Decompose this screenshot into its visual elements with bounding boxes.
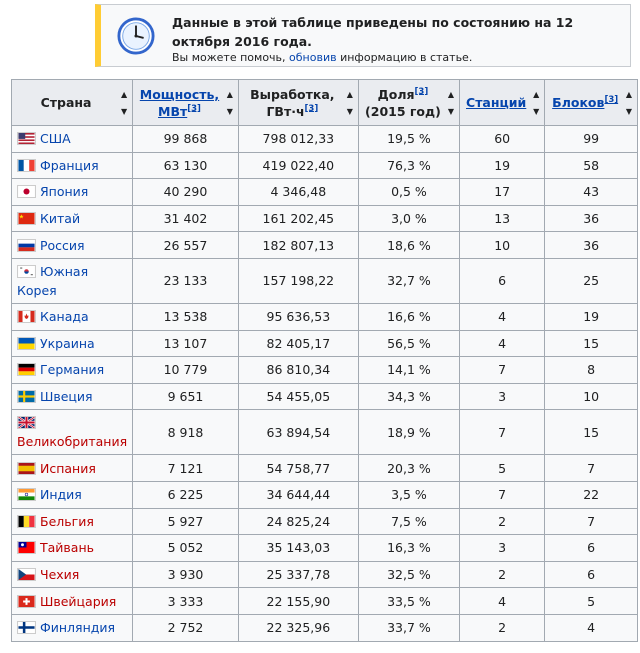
- sort-icon[interactable]: ▲ ▼: [625, 89, 632, 116]
- country-cell: [12, 152, 133, 179]
- table-row: [12, 258, 638, 303]
- stations-cell: 7: [460, 481, 545, 508]
- capacity-cell: 13 107: [133, 330, 239, 357]
- units-cell: 7: [545, 455, 638, 482]
- units-cell: 36: [545, 205, 638, 232]
- header-share-label: Доля: [377, 86, 415, 102]
- header-country-label: Страна: [40, 95, 92, 110]
- country-cell: [12, 357, 133, 384]
- stations-cell: 60: [460, 126, 545, 153]
- capacity-cell: 2 752: [133, 614, 239, 641]
- table-row: [12, 179, 638, 206]
- units-cell: 43: [545, 179, 638, 206]
- switzerland-flag-icon: [17, 595, 36, 608]
- update-notice: [95, 4, 631, 67]
- generation-cell: 95 636,53: [238, 303, 358, 330]
- country-link[interactable]: Тайвань: [40, 540, 94, 556]
- capacity-cell: 40 290: [133, 179, 239, 206]
- capacity-cell: 9 651: [133, 383, 239, 410]
- country-cell: [12, 330, 133, 357]
- share-cell: 7,5 %: [358, 508, 459, 535]
- russia-flag-icon: [17, 239, 36, 252]
- units-cell: 5: [545, 588, 638, 615]
- stations-cell: 7: [460, 357, 545, 384]
- capacity-cell: 63 130: [133, 152, 239, 179]
- sort-icon[interactable]: ▲ ▼: [346, 89, 353, 116]
- header-capacity-link[interactable]: Мощность, МВт: [139, 86, 220, 119]
- country-link[interactable]: Великобритания: [17, 434, 128, 450]
- share-cell: 18,6 %: [358, 232, 459, 259]
- share-cell: 32,5 %: [358, 561, 459, 588]
- clock-icon: [117, 17, 155, 55]
- units-cell: 7: [545, 508, 638, 535]
- country-link[interactable]: Канада: [40, 309, 89, 325]
- table-row: [12, 481, 638, 508]
- country-link[interactable]: Франция: [40, 157, 99, 173]
- table-row: [12, 330, 638, 357]
- capacity-cell: 5 052: [133, 535, 239, 562]
- share-cell: 14,1 %: [358, 357, 459, 384]
- czech-flag-icon: [17, 568, 36, 581]
- stations-cell: 13: [460, 205, 545, 232]
- generation-cell: 24 825,24: [238, 508, 358, 535]
- notice-message: Данные в этой таблице приведены по состоянию на 12 октября 2016 года.: [172, 15, 574, 49]
- generation-cell: 4 346,48: [238, 179, 358, 206]
- ref-link[interactable]: [3]: [187, 103, 201, 114]
- country-cell: [12, 481, 133, 508]
- stations-cell: 2: [460, 614, 545, 641]
- country-cell: [12, 614, 133, 641]
- country-cell: [12, 126, 133, 153]
- table-row: [12, 588, 638, 615]
- capacity-cell: 99 868: [133, 126, 239, 153]
- table-row: [12, 535, 638, 562]
- table-row: [12, 383, 638, 410]
- units-cell: 25: [545, 258, 638, 303]
- ref-link[interactable]: [3]: [304, 103, 319, 114]
- capacity-cell: 7 121: [133, 455, 239, 482]
- share-cell: 16,6 %: [358, 303, 459, 330]
- generation-cell: 54 758,77: [238, 455, 358, 482]
- sweden-flag-icon: [17, 390, 36, 403]
- share-cell: 19,5 %: [358, 126, 459, 153]
- units-cell: 6: [545, 561, 638, 588]
- units-cell: 4: [545, 614, 638, 641]
- stations-cell: 2: [460, 508, 545, 535]
- header-country[interactable]: [12, 80, 133, 126]
- table-row: [12, 561, 638, 588]
- country-cell: [12, 535, 133, 562]
- share-cell: 34,3 %: [358, 383, 459, 410]
- germany-flag-icon: [17, 363, 36, 376]
- header-share-year: (2015 год): [365, 103, 441, 119]
- table-row: [12, 455, 638, 482]
- table-header-row: [12, 80, 638, 126]
- header-units-link[interactable]: Блоков: [552, 95, 605, 110]
- share-cell: 56,5 %: [358, 330, 459, 357]
- share-cell: 33,7 %: [358, 614, 459, 641]
- generation-cell: 25 337,78: [238, 561, 358, 588]
- units-cell: 19: [545, 303, 638, 330]
- header-generation-label: Выработка, ГВт·ч: [250, 86, 335, 119]
- capacity-cell: 5 927: [133, 508, 239, 535]
- units-cell: 36: [545, 232, 638, 259]
- country-link[interactable]: Швейцария: [40, 593, 117, 609]
- share-cell: 20,3 %: [358, 455, 459, 482]
- stations-cell: 17: [460, 179, 545, 206]
- share-cell: 32,7 %: [358, 258, 459, 303]
- header-capacity[interactable]: [133, 80, 239, 126]
- ref-link[interactable]: [3]: [604, 94, 619, 105]
- capacity-cell: 8 918: [133, 410, 239, 455]
- capacity-cell: 3 333: [133, 588, 239, 615]
- stations-cell: 4: [460, 588, 545, 615]
- generation-cell: 798 012,33: [238, 126, 358, 153]
- country-link[interactable]: Чехия: [40, 567, 80, 583]
- notice-subtext: [172, 51, 472, 64]
- country-link[interactable]: Япония: [40, 184, 89, 200]
- capacity-cell: 13 538: [133, 303, 239, 330]
- share-cell: 16,3 %: [358, 535, 459, 562]
- country-cell: [12, 508, 133, 535]
- sort-icon[interactable]: ▲ ▼: [226, 89, 233, 116]
- units-cell: 6: [545, 535, 638, 562]
- country-link[interactable]: Германия: [40, 362, 105, 378]
- table-row: [12, 614, 638, 641]
- country-cell: [12, 383, 133, 410]
- generation-cell: 63 894,54: [238, 410, 358, 455]
- sort-icon[interactable]: ▲ ▼: [533, 89, 540, 116]
- ref-link[interactable]: [3]: [414, 86, 429, 97]
- stations-cell: 3: [460, 535, 545, 562]
- country-cell: [12, 258, 133, 303]
- stations-cell: 4: [460, 303, 545, 330]
- header-generation[interactable]: [238, 80, 358, 126]
- generation-cell: 22 325,96: [238, 614, 358, 641]
- generation-cell: 82 405,17: [238, 330, 358, 357]
- country-cell: [12, 455, 133, 482]
- share-cell: 3,0 %: [358, 205, 459, 232]
- stations-cell: 4: [460, 330, 545, 357]
- country-link[interactable]: Китай: [40, 211, 81, 227]
- notice-sub-prefix: Вы можете помочь,: [172, 51, 290, 64]
- capacity-cell: 23 133: [133, 258, 239, 303]
- units-cell: 15: [545, 330, 638, 357]
- taiwan-flag-icon: [17, 541, 36, 554]
- generation-cell: 22 155,90: [238, 588, 358, 615]
- country-cell: [12, 410, 133, 455]
- country-cell: [12, 561, 133, 588]
- share-cell: 18,9 %: [358, 410, 459, 455]
- nuclear-power-table: [11, 79, 638, 642]
- stations-cell: 2: [460, 561, 545, 588]
- country-link[interactable]: Южная Корея: [17, 263, 89, 298]
- country-cell: [12, 179, 133, 206]
- header-share[interactable]: [358, 80, 459, 126]
- stations-cell: 10: [460, 232, 545, 259]
- generation-cell: 35 143,03: [238, 535, 358, 562]
- units-cell: 15: [545, 410, 638, 455]
- generation-cell: 54 455,05: [238, 383, 358, 410]
- stations-cell: 3: [460, 383, 545, 410]
- table-row: [12, 205, 638, 232]
- capacity-cell: 31 402: [133, 205, 239, 232]
- france-flag-icon: [17, 159, 36, 172]
- country-link[interactable]: Россия: [40, 237, 85, 253]
- table-row: [12, 357, 638, 384]
- finland-flag-icon: [17, 621, 36, 634]
- sort-icon[interactable]: ▲ ▼: [447, 89, 455, 116]
- usa-flag-icon: [17, 132, 36, 145]
- china-flag-icon: [17, 212, 36, 225]
- table-row: [12, 410, 638, 455]
- country-cell: [12, 232, 133, 259]
- units-cell: 10: [545, 383, 638, 410]
- generation-cell: 157 198,22: [238, 258, 358, 303]
- stations-cell: 5: [460, 455, 545, 482]
- country-link[interactable]: Финляндия: [40, 620, 116, 636]
- units-cell: 58: [545, 152, 638, 179]
- table-row: [12, 232, 638, 259]
- generation-cell: 34 644,44: [238, 481, 358, 508]
- generation-cell: 86 810,34: [238, 357, 358, 384]
- units-cell: 8: [545, 357, 638, 384]
- sort-icon[interactable]: ▲ ▼: [120, 89, 128, 116]
- country-link[interactable]: Украина: [40, 335, 95, 351]
- country-cell: [12, 205, 133, 232]
- capacity-cell: 10 779: [133, 357, 239, 384]
- share-cell: 0,5 %: [358, 179, 459, 206]
- country-link[interactable]: Индия: [40, 487, 82, 503]
- stations-cell: 19: [460, 152, 545, 179]
- units-cell: 99: [545, 126, 638, 153]
- uk-flag-icon: [17, 416, 36, 429]
- japan-flag-icon: [17, 185, 36, 198]
- table-row: [12, 152, 638, 179]
- canada-flag-icon: [17, 310, 36, 323]
- capacity-cell: 6 225: [133, 481, 239, 508]
- country-link[interactable]: США: [40, 131, 71, 147]
- update-link[interactable]: обновив: [289, 51, 337, 64]
- header-stations[interactable]: [460, 80, 545, 126]
- units-cell: 22: [545, 481, 638, 508]
- country-cell: [12, 588, 133, 615]
- table-row: [12, 303, 638, 330]
- south-korea-flag-icon: [17, 265, 36, 278]
- country-cell: [12, 303, 133, 330]
- generation-cell: 182 807,13: [238, 232, 358, 259]
- header-stations-link[interactable]: Станций: [466, 95, 527, 110]
- share-cell: 76,3 %: [358, 152, 459, 179]
- country-link[interactable]: Швеция: [40, 389, 93, 405]
- india-flag-icon: [17, 488, 36, 501]
- spain-flag-icon: [17, 462, 36, 475]
- belgium-flag-icon: [17, 515, 36, 528]
- table-row: [12, 126, 638, 153]
- stations-cell: 7: [460, 410, 545, 455]
- notice-sub-suffix: информацию в статье.: [336, 51, 473, 64]
- stations-cell: 6: [460, 258, 545, 303]
- share-cell: 3,5 %: [358, 481, 459, 508]
- header-units[interactable]: [545, 80, 638, 126]
- country-link[interactable]: Бельгия: [40, 513, 94, 529]
- capacity-cell: 26 557: [133, 232, 239, 259]
- generation-cell: 419 022,40: [238, 152, 358, 179]
- ukraine-flag-icon: [17, 337, 36, 350]
- share-cell: 33,5 %: [358, 588, 459, 615]
- capacity-cell: 3 930: [133, 561, 239, 588]
- table-row: [12, 508, 638, 535]
- country-link[interactable]: Испания: [40, 460, 96, 476]
- generation-cell: 161 202,45: [238, 205, 358, 232]
